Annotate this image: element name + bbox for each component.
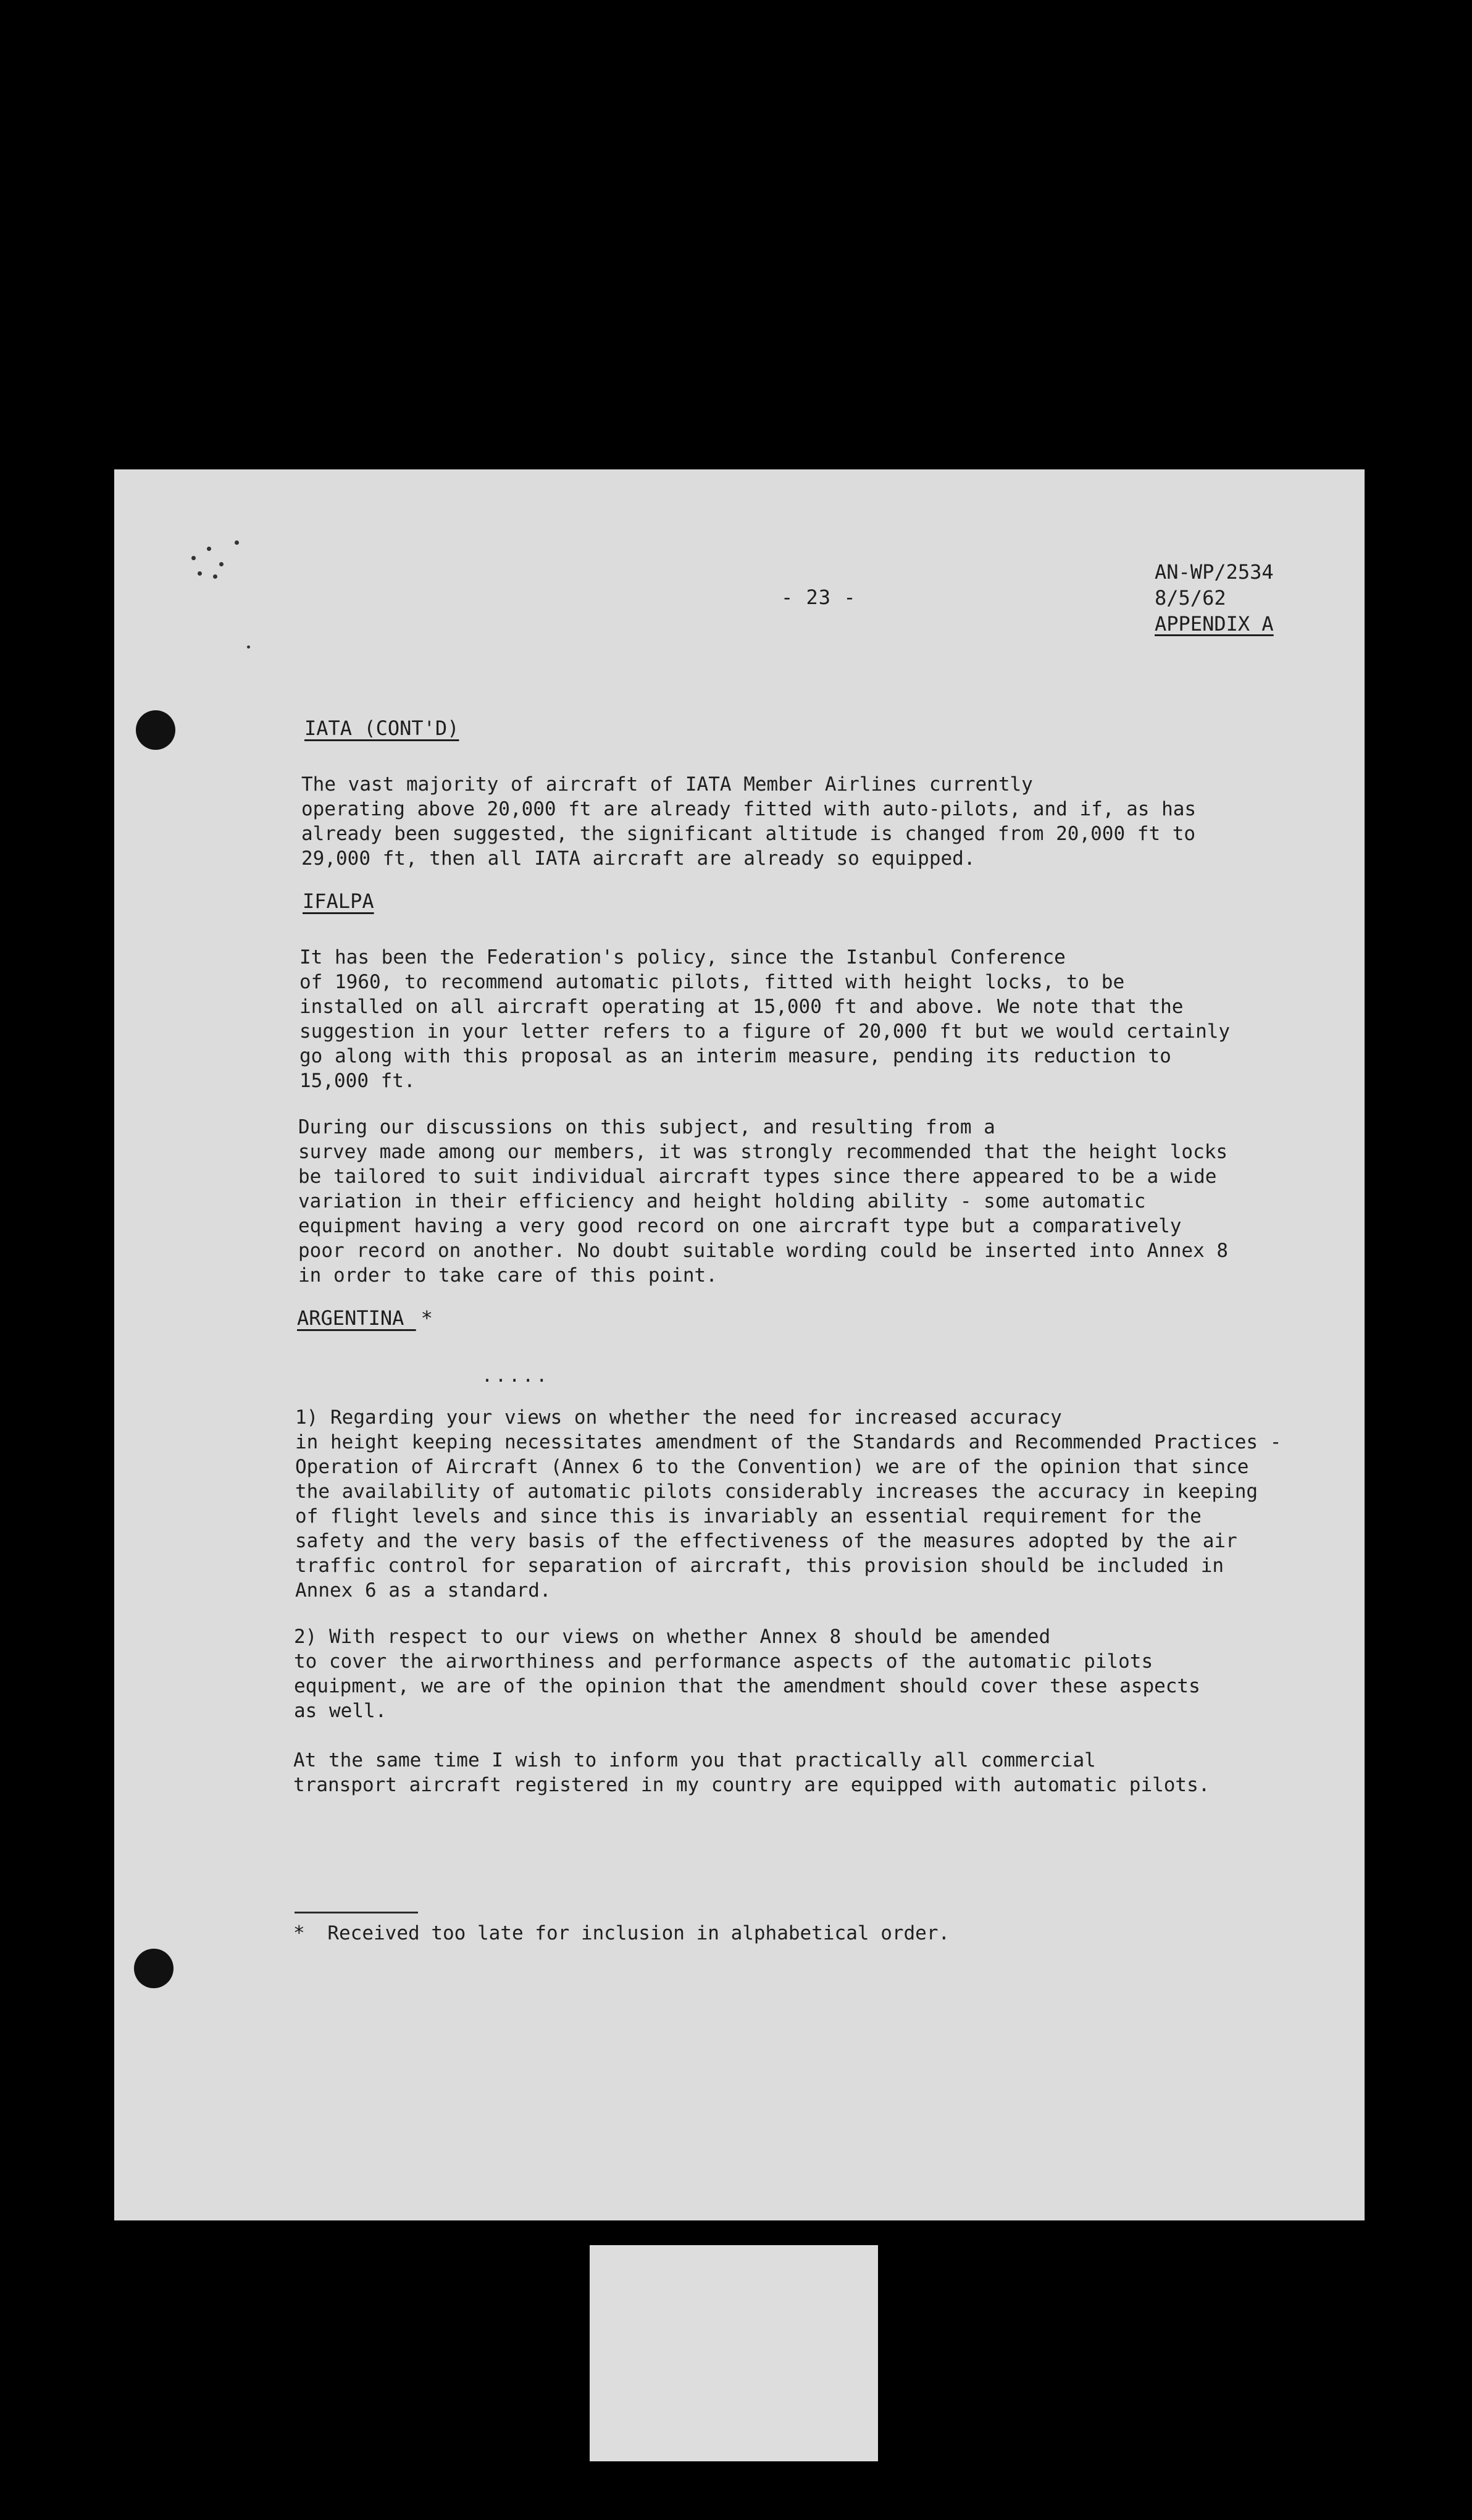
footnote-marker: * [420,1306,433,1330]
paragraph-ifalpa-2: During our discussions on this subject, and resulting from a survey made among our members, it was strongly recommended that the height locks be tailored to suit individual aircraft types since there appeared to be a wide variation in their efficiency and height holding ability - some automatic equipment having a very good record on one aircraft type but a comparatively poor record on another. No doubt suitable wording could be inserted into Annex 8 in order to take care of this point. [298,1116,1229,1287]
heading-iata: IATA (CONT'D) [304,716,459,740]
paragraph-ifalpa-1: It has been the Federation's policy, since the Istanbul Conference of 1960, to recommend automatic pilots, fitted with height locks, to be installed on all aircraft operating at 15,000 ft and above. We note that the suggestion in your letter refers to a figure of 20,000 ft but we would certainly go along with this proposal as an interim measure, pending its reduction to 15,000 ft. [299,946,1231,1092]
footnote [293,1922,950,1944]
heading-argentina [297,1306,433,1330]
punch-hole-bottom [134,1949,174,1988]
paragraph-argentina-3: At the same time I wish to inform you that practically all commercial transport aircraft registered in my country are equipped with automatic pilots. [293,1749,1210,1796]
heading-argentina-label: ARGENTINA [297,1306,404,1330]
footnote-text: Received too late for inclusion in alphabetical order. [327,1922,950,1944]
footnote-mark: * [293,1922,305,1944]
document-ref: AN-WP/2534 [1155,560,1274,584]
blank-paper-slip [590,2245,878,2461]
paragraph-argentina-1: 1) Regarding your views on whether the need for increased accuracy in height keeping necessitates amendment of the Standards and Recommended Practices - Operation of Aircraft (Annex 6 to the Convention) we are of the opinion that since the availability of automatic pilots considerably increases the accuracy in keeping of flight levels and since this is invariably an essential requirement for the safety and the very basis of the effectiveness of the measures adopted by the air traffic control for separation of aircraft, this provision should be included in Annex 6 as a standard. [295,1406,1282,1602]
ellipsis-marker: ..... [482,1365,550,1387]
page-number: - 23 - [781,586,856,609]
paragraph-argentina-2: 2) With respect to our views on whether Annex 8 should be amended to cover the airworthiness and performance aspects of the automatic pilots equipment, we are of the opinion that the amendment should cover these aspects as well. [294,1626,1200,1722]
footnote-rule [295,1912,418,1913]
appendix-label: APPENDIX A [1155,612,1274,636]
document-date: 8/5/62 [1155,586,1226,610]
paragraph-iata-1: The vast majority of aircraft of IATA Member Airlines currently operating above 20,000 ft are already fitted with auto-pilots, and if, as has already been suggested, the significant altitude is changed from 20,000 ft to 29,000 ft, then all IATA aircraft are already so equipped. [301,773,1197,870]
punch-hole-top [136,710,175,750]
heading-ifalpa: IFALPA [303,889,374,913]
document-reference-block [1155,559,1274,637]
document-page [114,469,1365,2220]
